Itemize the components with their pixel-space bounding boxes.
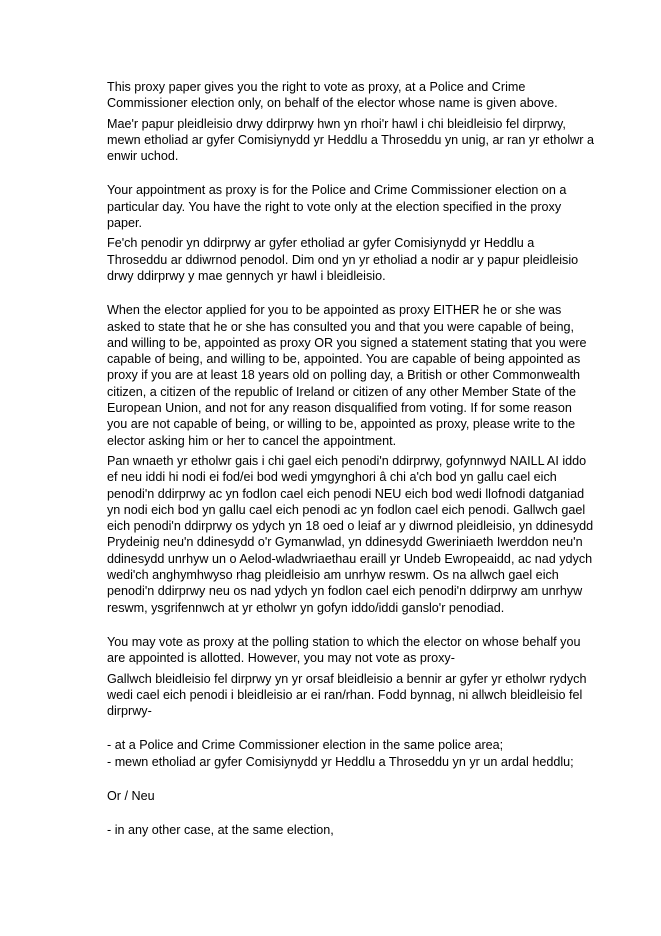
paragraph-polling-station-english: You may vote as proxy at the polling station to which the elector on whose behalf you are appointed is allotted. However, you may not vote as proxy- — [107, 634, 581, 666]
paragraph-appointment-welsh: Fe'ch penodir yn ddirprwy ar gyfer etholiad ar gyfer Comisiynydd yr Heddlu a Throseddu ar ddiwrnod penodol. Dim ond yn yr etholiad a nodir ar y papur pleidleisio drwy ddirprwy y mae gennych yr hawl i bleidleisio. — [107, 236, 579, 283]
list-item-same-police-area-welsh: - mewn etholiad ar gyfer Comisiynydd yr Heddlu a Throseddu yn yr un ardal heddlu; — [107, 754, 574, 769]
or-separator: Or / Neu — [107, 788, 155, 803]
paragraph-polling-station-welsh: Gallwch bleidleisio fel dirprwy yn yr orsaf bleidleisio a bennir ar gyfer yr etholwr rydych wedi cael eich penodi i bleidleisio ar ei ran/rhan. Fodd bynnag, ni allwch bleidleisio fel dirprwy- — [107, 671, 587, 719]
list-item-same-police-area-english: - at a Police and Crime Commissioner election in the same police area; — [107, 738, 504, 753]
list-item-other-case-english: - in any other case, at the same election, — [107, 823, 334, 838]
paragraph-rights-welsh: Mae'r papur pleidleisio drwy ddirprwy hwn yn rhoi'r hawl i chi bleidleisio fel dirprwy, mewn etholiad ar gyfer Comisiynydd yr Heddlu a Throseddu yn unig, ar ran yr etholwr a enwir uchod. — [107, 116, 594, 164]
paragraph-eligibility-english: When the elector applied for you to be appointed as proxy EITHER he or she was asked to state that he or she has consulted you and that you were capable of being, and willing to be, appointed as proxy OR you signed a statement stating that you were capable of being, and willing to be, appointed. You are capable of being appointed as proxy if you are at least 18 years old on polling day, a British or other Commonwealth citizen, a citizen of the republic of Ireland or citizen of any other Member State of the European Union, and not for any reason disqualified from voting. If for some reason you are not capable of being, or willing to be, appointed as proxy, please write to the elector asking him or her to cancel the appointment. — [107, 303, 587, 448]
paragraph-rights-english: This proxy paper gives you the right to vote as proxy, at a Police and Crime Commissioner election only, on behalf of the elector whose name is given above. — [107, 80, 558, 111]
document-body — [107, 79, 595, 839]
paragraph-eligibility-welsh: Pan wnaeth yr etholwr gais i chi gael eich penodi'n ddirprwy, gofynnwyd NAILL AI iddo ef neu iddi hi nodi ei fod/ei bod wedi ymgynghori â chi a'ch bod yn gallu cael eich penodi'n ddirprwy ac yn fodlon cael eich penodi NEU eich bod wedi llofnodi datganiad yn nodi eich bod yn gallu cael eich penodi ac yn fodlon cael eich penodi. Gallwch gael eich penodi'n ddirprwy os ydych yn 18 oed o leiaf ar y diwrnod pleidleisio, yn ddinesydd Prydeinig neu'n ddinesydd o'r Gymanwlad, yn ddinesydd Gweriniaeth Iwerddon neu'n ddinesydd unrhyw un o Aelod-wladwriaethau eraill yr Undeb Ewropeaidd, ac nad ydych wedi'ch anghymhwyso rhag pleidleisio am unrhyw reswm. Os na allwch gael eich penodi'n ddirprwy neu os nad ydych yn fodlon cael eich penodi'n ddirprwy am unrhyw reswm, ysgrifennwch at yr etholwr yn gofyn iddo/iddi ganslo'r penodiad. — [107, 453, 594, 615]
paragraph-appointment-english: Your appointment as proxy is for the Police and Crime Commissioner election on a particular day. You have the right to vote only at the election specified in the proxy paper. — [107, 183, 567, 231]
